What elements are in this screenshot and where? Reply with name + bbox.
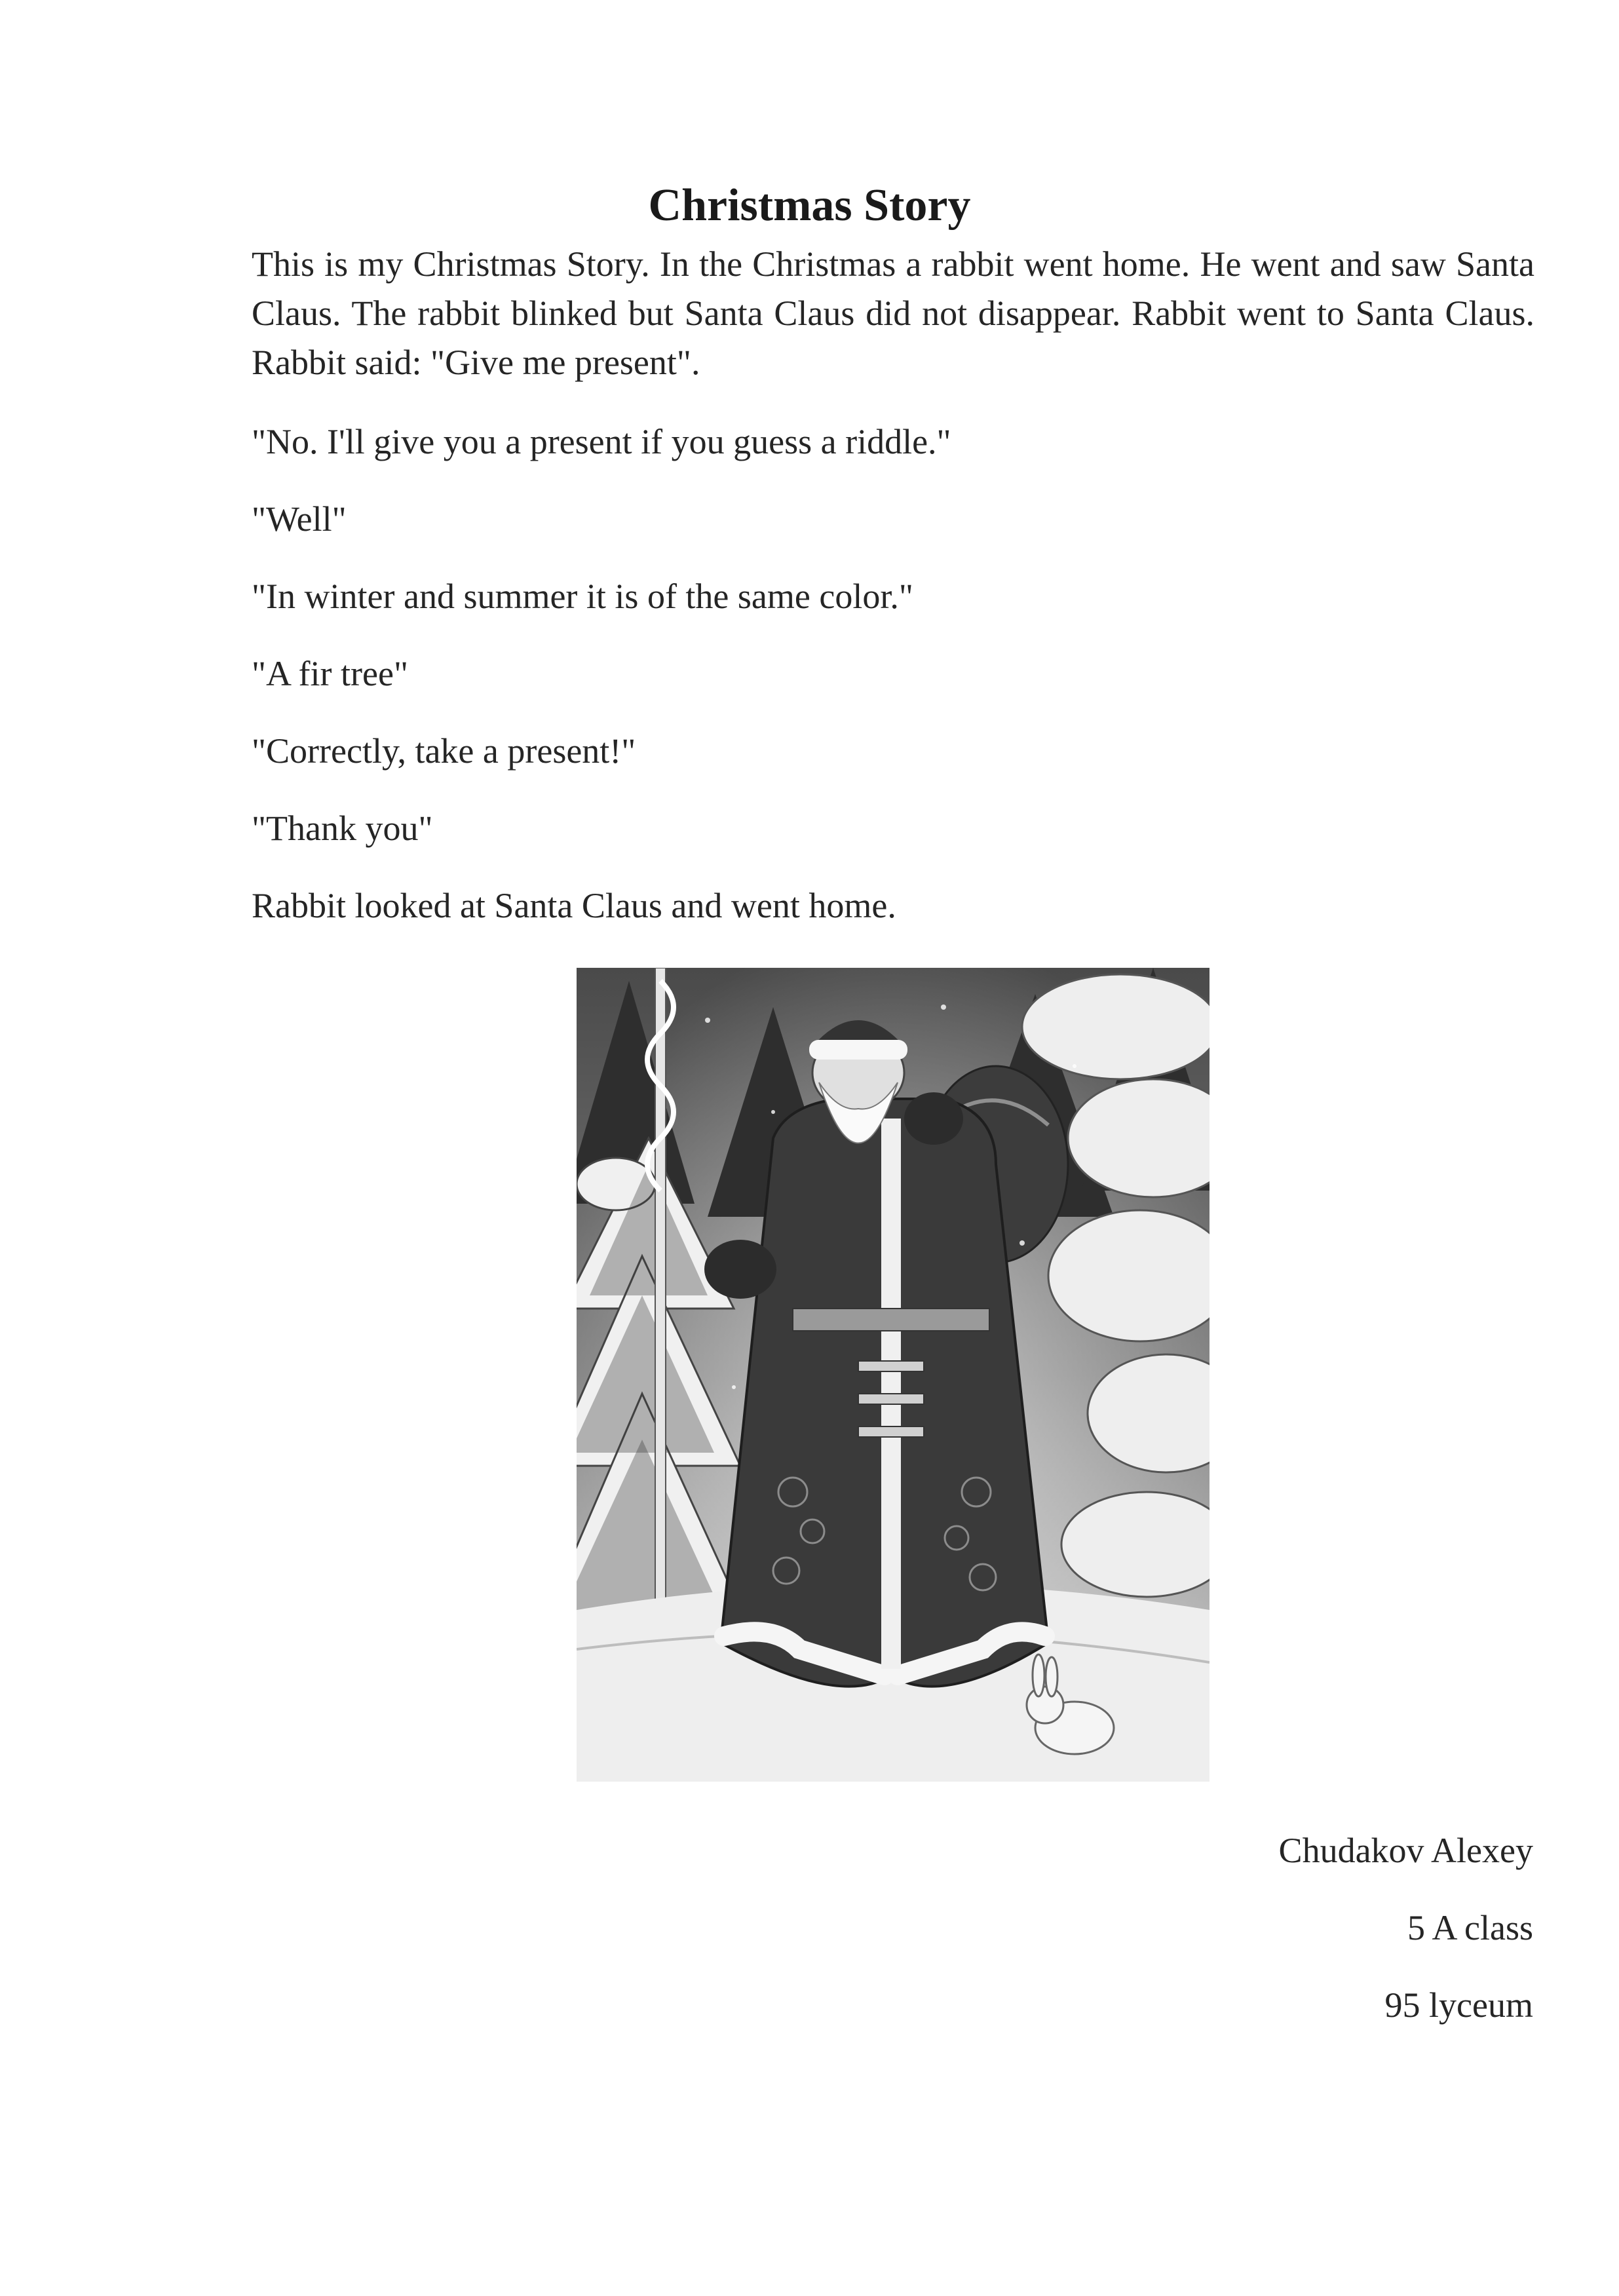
santa-claus-illustration bbox=[577, 968, 1209, 1782]
page-title: Christmas Story bbox=[648, 180, 971, 231]
dialogue-line: "A fir tree" bbox=[252, 654, 408, 693]
closing-line: Rabbit looked at Santa Claus and went home. bbox=[252, 886, 896, 925]
dialogue-line: "Well" bbox=[252, 499, 347, 539]
dialogue-line: "No. I'll give you a present if you guess a riddle." bbox=[252, 422, 951, 461]
dialogue-line: "In winter and summer it is of the same color." bbox=[252, 577, 913, 616]
author-name: Chudakov Alexey bbox=[1278, 1831, 1533, 1870]
dialogue-line: "Thank you" bbox=[252, 809, 433, 848]
intro-paragraph: This is my Christmas Story. In the Christmas a rabbit went home. He went and saw Santa Claus. The rabbit blinked but Santa Claus did not disappear. Rabbit went to Santa Claus. Rabbit said: "Give me present". bbox=[252, 244, 1534, 382]
author-school: 95 lyceum bbox=[1384, 1985, 1533, 2025]
author-class: 5 A class bbox=[1407, 1908, 1533, 1947]
dialogue-line: "Correctly, take a present!" bbox=[252, 731, 636, 771]
